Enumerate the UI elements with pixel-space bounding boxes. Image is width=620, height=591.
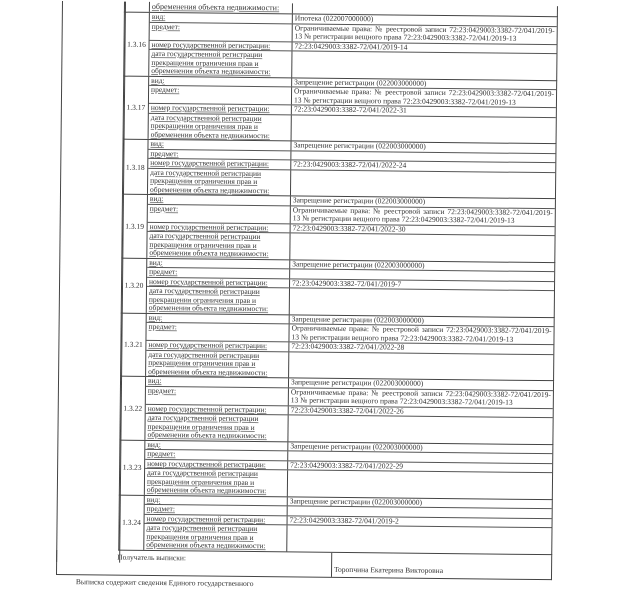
field-data (144, 524, 551, 554)
field-label: номер государственной регистрации: (145, 514, 288, 524)
field-label: номер государственной регистрации: (146, 341, 289, 351)
record-row (119, 377, 554, 445)
field-data (148, 168, 555, 198)
field-value: 72:23:0429003:3382-72/041/2019-14 (294, 40, 408, 52)
record-row (120, 313, 555, 381)
record-row (121, 258, 556, 318)
field-value (288, 470, 552, 498)
record-number: 1.3.19 (122, 195, 148, 258)
field-value (287, 525, 551, 553)
field-value: Запрещение регистрации (022003000000) (290, 377, 424, 388)
record-row (118, 495, 553, 555)
record-number: 1.3.18 (123, 140, 149, 194)
field-data (147, 287, 554, 317)
field-value (290, 288, 554, 316)
record-number: 1.3.17 (124, 76, 150, 139)
field-label: предмет: (146, 323, 289, 341)
field-label: дата государственной регистрации прекращения ограничения прав и обременения объекта недвижимости: (145, 414, 288, 441)
field-label: вид: (148, 140, 291, 150)
record-number: 1.3.23 (120, 440, 146, 494)
recipient-label: Получатель выписки: (57, 549, 332, 576)
field-label: вид: (148, 195, 291, 205)
field-label: дата государственной регистрации прекращения ограничения прав и обременения объекта недвижимости: (148, 168, 291, 195)
field-data (146, 350, 553, 380)
field-value: 72:23:0429003:3382-72/041/2022-28 (291, 341, 405, 352)
field-label: номер государственной регистрации: (150, 40, 293, 50)
field-value: Запрещение регистрации (022003000000) (293, 140, 426, 151)
field-label: номер государственной регистрации: (147, 277, 290, 287)
field-label: вид: (149, 76, 292, 86)
field-label: вид: (145, 495, 288, 505)
record-number: 1.3.21 (121, 313, 147, 376)
record-number: 1.3.16 (124, 13, 150, 76)
field-label: предмет: (149, 86, 292, 104)
recipient-value: Торопчина Екатерина Викторовна (334, 564, 444, 575)
field-data (145, 414, 552, 444)
field-value: Запрещение регистрации (022003000000) (291, 313, 425, 325)
field-label: предмет: (148, 149, 291, 159)
footer-text: Выписка содержит сведения Единого государственного (75, 576, 254, 588)
field-value: 72:23:0429003:3382-72/041/2022-31 (293, 104, 407, 115)
field-label: дата государственной регистрации прекращения ограничения прав и обременения объекта недвижимости: (147, 287, 290, 314)
field-label: вид: (145, 440, 288, 450)
field-data (149, 113, 556, 143)
field-label: предмет: (148, 204, 291, 222)
field-label: дата государственной регистрации прекращения ограничения прав и обременения объекта недвижимости: (149, 113, 292, 140)
field-label: номер государственной регистрации: (149, 104, 292, 114)
field-label: предмет: (146, 386, 289, 404)
field-value: 72:23:0429003:3382-72/041/2019-2 (289, 514, 399, 526)
field-value: Запрещение регистрации (022003000000) (290, 440, 423, 452)
record-row (123, 13, 558, 81)
field-value: 72:23:0429003:3382-72/041/2019-7 (292, 277, 402, 289)
field-label: номер государственной регистрации: (148, 159, 291, 169)
field-value: Ограничиваемые права: № реестровой записи 72:23:0429003:3382-72/041/2019-13 № регистрации вещного права 72:23:0429003:3382-72/041/2019-13 (293, 86, 555, 107)
field-data (145, 469, 552, 499)
field-value: Запрещение регистрации (022003000000) (292, 195, 426, 206)
field-value: Запрещение регистрации (022003000000) (294, 76, 427, 88)
field-value (290, 233, 554, 261)
field-value: Ограничиваемые права: № реестровой записи 72:23:0429003:3382-72/041/2019-13 № регистрации вещного права 72:23:0429003:3382-72/041/2019-13 (291, 323, 552, 344)
field-label: вид: (150, 13, 293, 23)
field-value: Запрещение регистрации (022003000000) (289, 495, 423, 507)
field-value: Ограничиваемые права: № реестровой записи 72:23:0429003:3382-72/041/2019-13 № регистрации вещного права 72:23:0429003:3382-72/041/2019-13 (290, 386, 551, 407)
extract-table (56, 1, 558, 591)
field-value (292, 115, 556, 143)
field-label: предмет: (145, 450, 288, 460)
field-value: 72:23:0429003:3382-72/041/2022-24 (293, 159, 407, 170)
field-label: номер государственной регистрации: (146, 404, 289, 414)
field-label: дата государственной регистрации прекращения ограничения прав и обременения объекта недвижимости: (146, 350, 289, 377)
field-label: предмет: (145, 505, 288, 515)
record-number: 1.3.22 (120, 377, 146, 440)
field-label: дата государственной регистрации прекращения ограничения прав и обременения объекта недвижимости: (149, 50, 292, 77)
field-label: дата государственной регистрации прекращения ограничения прав и обременения объекта недвижимости: (145, 469, 288, 496)
field-value: 72:23:0429003:3382-72/041/2022-26 (290, 404, 404, 416)
field-label: номер государственной регистрации: (145, 459, 288, 469)
field-value: Ограничиваемые права: № реестровой записи 72:23:0429003:3382-72/041/2019-13 № регистрации вещного права 72:23:0429003:3382-72/041/2019-13 (292, 204, 553, 225)
fragment-label: обременения объекта недвижимости: (150, 2, 293, 13)
field-label: дата государственной регистрации прекращения ограничения прав и обременения объекта недвижимости: (147, 232, 290, 259)
field-value (291, 170, 555, 198)
field-value: 72:23:0429003:3382-72/041/2022-29 (290, 459, 404, 471)
record-number: 1.3.24 (119, 495, 145, 549)
record-row (121, 195, 556, 263)
field-label: предмет: (150, 22, 293, 40)
field-label: номер государственной регистрации: (148, 222, 291, 232)
field-value: Ограничиваемые права: № реестровой записи 72:23:0429003:3382-72/041/2019-13 № регистрации вещного права 72:23:0429003:3382-72/041/2019-13 (294, 22, 555, 43)
field-value (292, 51, 556, 79)
field-label: вид: (147, 258, 290, 268)
field-value: Запрещение регистрации (022003000000) (292, 258, 425, 270)
record-row (123, 76, 558, 144)
field-label: вид: (146, 377, 289, 387)
field-label: дата государственной регистрации прекращения ограничения прав и обременения объекта недвижимости: (144, 524, 287, 551)
field-data (147, 232, 554, 262)
field-data (149, 50, 556, 80)
field-label: вид: (147, 313, 290, 323)
record-row (119, 440, 554, 500)
field-value: Ипотека (022007000000) (294, 13, 374, 24)
field-value: 72:23:0429003:3382-72/041/2022-30 (292, 222, 406, 234)
records (56, 12, 558, 555)
field-label: предмет: (147, 268, 290, 278)
field-value (289, 352, 553, 380)
record-number: 1.3.20 (122, 258, 148, 312)
record-row (122, 140, 557, 200)
outer-column (56, 1, 126, 562)
field-value (288, 415, 552, 443)
